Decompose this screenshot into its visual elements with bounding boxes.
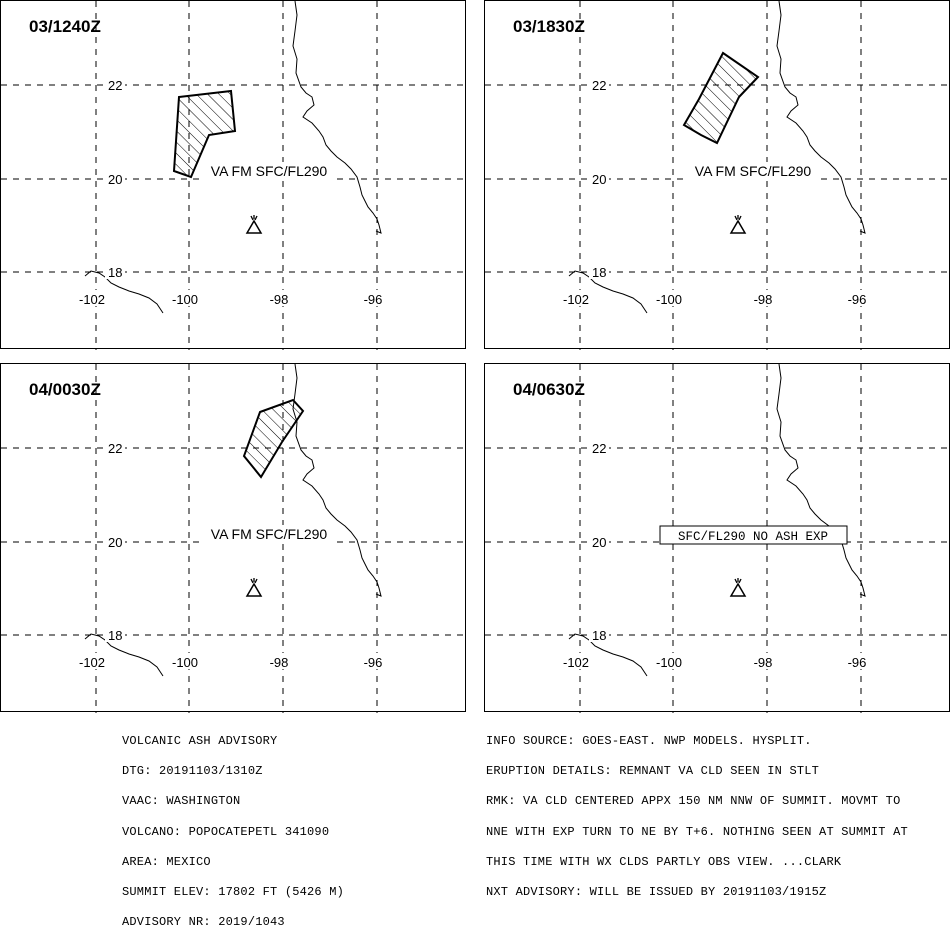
advisory-line: DTG: 20191103/1310Z — [122, 764, 263, 779]
longitude-label: -96 — [363, 655, 383, 670]
longitude-label: -102 — [562, 655, 590, 670]
map-panel-4 — [484, 363, 950, 712]
longitude-label: -98 — [753, 655, 773, 670]
remarks-line: THIS TIME WITH WX CLDS PARTLY OBS VIEW. ...CLARK — [486, 854, 842, 869]
longitude-label: -102 — [78, 655, 106, 670]
latitude-label: 18 — [108, 628, 123, 643]
advisory-line: VOLCANIC ASH ADVISORY — [122, 734, 278, 748]
advisory-line: VOLCANO: POPOCATEPETL 341090 — [122, 824, 330, 839]
remarks-line: NNE WITH EXP TURN TO NE BY T+6. NOTHING SEEN AT SUMMIT AT — [486, 824, 908, 839]
advisory-line: ADVISORY NR: 2019/1043 — [122, 915, 285, 930]
longitude-label: -102 — [562, 292, 590, 307]
map-panel-2 — [484, 0, 950, 349]
panel-time-1: 03/1240Z — [29, 17, 101, 36]
latitude-label: 20 — [108, 535, 123, 550]
volcano-triangle-icon — [731, 215, 745, 233]
advisory-header-block — [122, 716, 344, 937]
gulf-coastline — [293, 1, 381, 233]
longitude-label: -100 — [655, 655, 683, 670]
map-canvas-2 — [485, 1, 950, 350]
longitude-label: -96 — [847, 655, 867, 670]
longitude-label: -102 — [78, 292, 106, 307]
remarks-line: RMK: VA CLD CENTERED APPX 150 NM NNW OF SUMMIT. MOVMT TO — [486, 794, 901, 809]
longitude-label: -100 — [171, 655, 199, 670]
gulf-coastline — [777, 1, 865, 233]
longitude-label: -98 — [269, 655, 289, 670]
longitude-label: -100 — [171, 292, 199, 307]
longitude-label: -98 — [269, 292, 289, 307]
remarks-line: INFO SOURCE: GOES-EAST. NWP MODELS. HYSPLIT. — [486, 734, 812, 748]
latitude-label: 18 — [592, 265, 607, 280]
volcano-triangle-icon — [731, 578, 745, 596]
latitude-label: 20 — [108, 172, 123, 187]
ash-cloud-polygon — [684, 53, 758, 143]
longitude-label: -96 — [363, 292, 383, 307]
latitude-label: 22 — [108, 441, 123, 456]
latitude-label: 18 — [108, 265, 123, 280]
gulf-coastline — [293, 364, 381, 596]
ash-cloud-polygon — [244, 400, 303, 477]
map-canvas-4 — [485, 364, 950, 713]
advisory-line: AREA: MEXICO — [122, 854, 211, 869]
ash-forecast-label: SFC/FL290 NO ASH EXP — [677, 530, 829, 544]
ash-forecast-label: VA FM SFC/FL290 — [210, 163, 328, 179]
map-canvas-1 — [1, 1, 467, 350]
longitude-label: -100 — [655, 292, 683, 307]
advisory-line: VAAC: WASHINGTON — [122, 794, 241, 809]
latitude-label: 22 — [592, 441, 607, 456]
volcano-triangle-icon — [247, 215, 261, 233]
panel-time-4: 04/0630Z — [513, 380, 585, 399]
map-panel-1 — [0, 0, 466, 349]
latitude-label: 22 — [592, 78, 607, 93]
ash-forecast-label: VA FM SFC/FL290 — [210, 526, 328, 542]
longitude-label: -96 — [847, 292, 867, 307]
advisory-line: SUMMIT ELEV: 17802 FT (5426 M) — [122, 884, 345, 899]
latitude-label: 20 — [592, 172, 607, 187]
longitude-label: -98 — [753, 292, 773, 307]
panel-time-3: 04/0030Z — [29, 380, 101, 399]
remarks-line: NXT ADVISORY: WILL BE ISSUED BY 20191103/1915Z — [486, 884, 827, 899]
volcano-triangle-icon — [247, 578, 261, 596]
map-canvas-3 — [1, 364, 467, 713]
map-panel-3 — [0, 363, 466, 712]
latitude-label: 20 — [592, 535, 607, 550]
remarks-line: ERUPTION DETAILS: REMNANT VA CLD SEEN IN STLT — [486, 764, 820, 779]
panel-time-2: 03/1830Z — [513, 17, 585, 36]
ash-forecast-label: VA FM SFC/FL290 — [694, 163, 812, 179]
latitude-label: 22 — [108, 78, 123, 93]
gulf-coastline — [777, 364, 865, 596]
latitude-label: 18 — [592, 628, 607, 643]
